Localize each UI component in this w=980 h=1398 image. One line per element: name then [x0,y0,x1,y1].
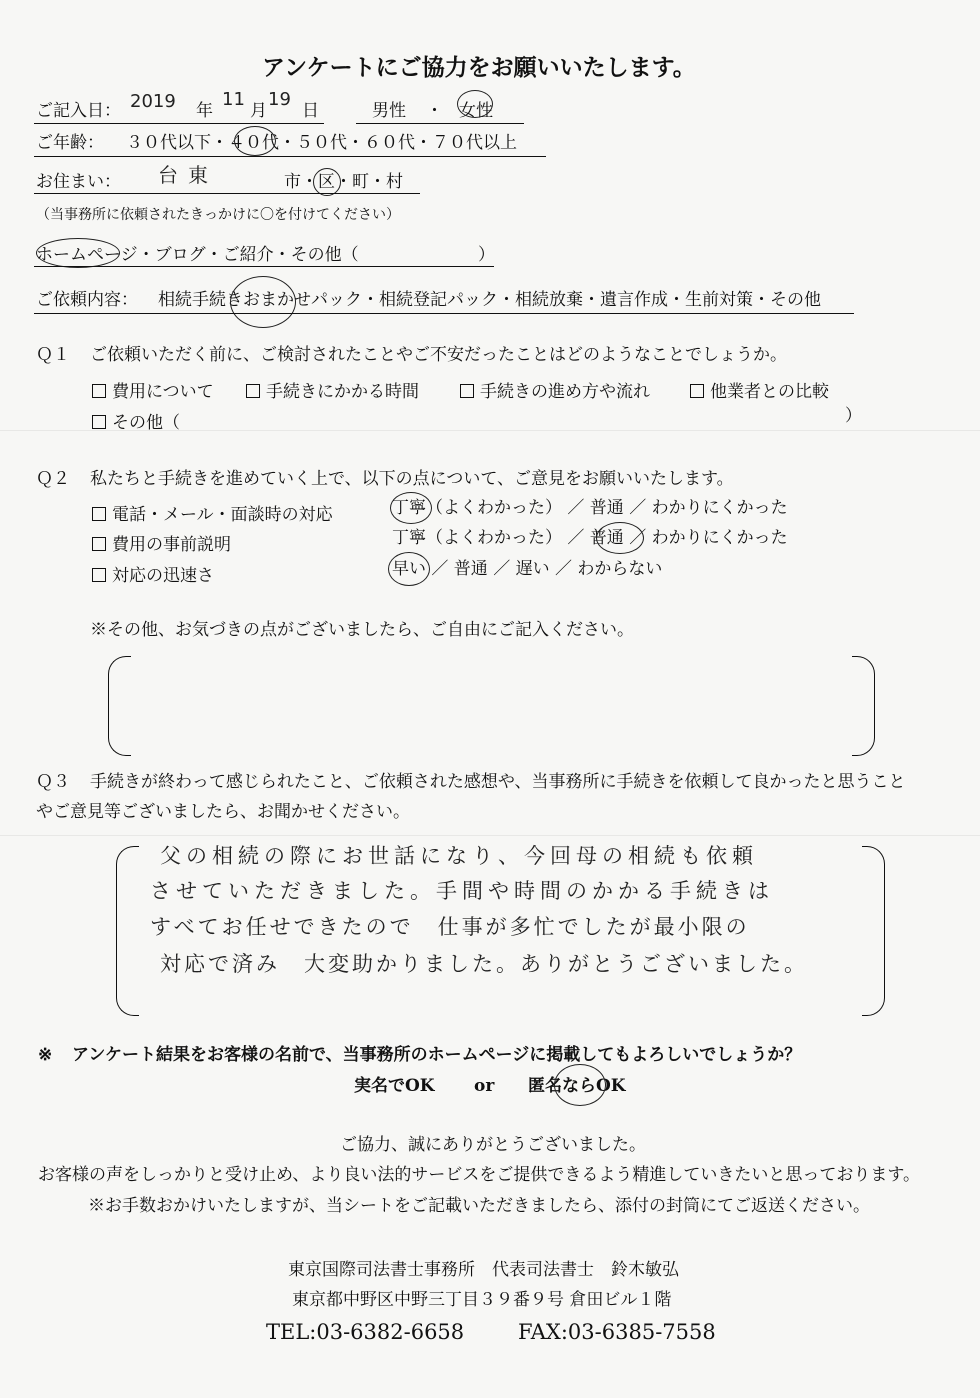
unit-village[interactable]: 村 [386,172,403,192]
request-label: ご依頼内容： [36,290,138,310]
trigger-other[interactable]: その他（ [290,245,359,265]
underline [34,193,420,194]
q2-comment-area[interactable] [130,656,852,754]
entry-year: 2019 [130,91,176,112]
q2-item-communication: 電話・メール・面談時の対応 [92,500,333,525]
footer-message: お客様の声をしっかりと受け止め、より良い法的サービスをご提供できるよう精進していきたいと思っております。 [38,1165,920,1185]
age-option-70s[interactable]: ７０代以上 [432,133,517,153]
age-option-30s[interactable]: ３０代以下 [126,133,211,153]
q3-text-line1: 手続きが終わって感じられたこと、ご依頼された感想や、当事務所に手続きを依頼して良かったと思うこと [90,772,906,792]
selection-circle [230,276,296,328]
dot-separator: ・ [279,133,296,153]
answer-box-right-bracket [862,846,885,1016]
dot-separator: ・ [335,172,352,192]
publish-anonymous-ok[interactable]: 匿名ならOK [528,1076,626,1096]
underline [34,156,546,157]
q2-number: Ｑ２ [36,469,70,489]
entry-date-label: ご記入日： [36,101,121,121]
age-option-40s[interactable]: ４０代 [228,133,279,153]
request-omakase-pack[interactable]: 相続手続きおまかせパック [158,290,362,310]
office-fax: FAX:03-6385-7558 [518,1320,716,1344]
q3-number: Ｑ３ [36,772,70,792]
q3-text-line2: やご意見等ございましたら、お聞かせください。 [36,802,410,822]
q2-answers-speed[interactable]: 早い ／ 普通 ／ 遅い ／ わからない [392,559,663,579]
entry-day: 19 [268,89,291,110]
checkbox[interactable] [690,384,704,398]
trigger-blog[interactable]: ブログ [154,245,206,265]
q1-option-cost[interactable]: 費用について [92,377,214,402]
dot-separator: ・ [583,290,600,310]
dot-separator: ・ [498,290,515,310]
trigger-close: ） [478,245,495,265]
q2-item-speed: 対応の迅速さ [92,561,214,586]
checkbox[interactable] [246,384,260,398]
request-pre-death[interactable]: 生前対策 [685,290,753,310]
selection-circle [36,238,120,268]
gender-female[interactable]: 女性 [459,101,493,121]
q2-comment-prompt: ※その他、お気づきの点がございましたら、ご自由にご記入ください。 [90,620,634,640]
trigger-referral[interactable]: ご紹介 [222,245,274,265]
dot-separator: ・ [362,290,379,310]
page-title: アンケートにご協力をお願いいたします。 [262,54,696,81]
checkbox[interactable] [92,507,106,521]
selection-circle [313,168,341,196]
request-registration-pack[interactable]: 相続登記パック [379,290,498,310]
office-address: 東京都中野区中野三丁目３９番９号 倉田ビル１階 [292,1290,672,1310]
request-renunciation[interactable]: 相続放棄 [515,290,583,310]
q1-option-other[interactable]: その他（ [92,408,180,433]
request-will[interactable]: 遺言作成 [600,290,668,310]
unit-ward[interactable]: 区 [318,172,335,192]
selection-circle [388,552,430,586]
footer-thanks: ご協力、誠にありがとうございました。 [340,1135,646,1155]
entry-month: 11 [222,89,245,110]
dot-separator: ・ [753,290,770,310]
year-unit: 年 [196,101,213,121]
address-units[interactable] [284,174,403,191]
q1-option-process[interactable]: 手続きの進め方や流れ [460,377,650,402]
answer-box-left-bracket [116,846,139,1016]
age-option-50s[interactable]: ５０代 [296,133,347,153]
request-other[interactable]: その他 [770,290,821,310]
selection-circle [234,126,276,156]
office-name: 東京国際司法書士事務所 代表司法書士 鈴木敏弘 [288,1260,679,1280]
dot-separator: ・ [205,245,223,265]
q3-answer-line: 対応で済み 大変助かりました。ありがとうございました。 [160,952,808,976]
q1-option-time[interactable]: 手続きにかかる時間 [246,377,419,402]
dot-separator: ・ [273,245,291,265]
trigger-note: （当事務所に依頼されたきっかけに〇を付けてください） [36,207,400,223]
address-value: 台東 [158,163,218,187]
trigger-homepage[interactable]: ホームページ [36,245,138,265]
month-unit: 月 [250,101,267,121]
day-unit: 日 [302,101,319,121]
publish-question: アンケート結果をお客様の名前で、当事務所のホームページに掲載してもよろしいでしょうか？ [72,1045,802,1065]
checkbox[interactable] [460,384,474,398]
underline [34,313,854,314]
dot-separator: ・ [211,133,228,153]
unit-town[interactable]: 町 [352,172,369,192]
q2-answers-cost-explanation[interactable]: 丁寧（よくわかった） ／ 普通 ／ わかりにくかった [392,528,788,548]
office-tel[interactable]: TEL:03-6382-6658 [266,1320,465,1344]
fold-line [0,835,980,836]
footer-return-note: ※お手数おかけいたしますが、当シートをご記載いただきましたら、添付の封筒にてご返送ください。 [88,1196,870,1216]
dot-separator: ・ [137,245,155,265]
publish-or: or [474,1076,495,1096]
gender-male[interactable]: 男性 [372,101,406,121]
age-options-row[interactable] [126,135,517,152]
selection-circle [390,492,432,524]
comment-box-left-bracket [108,656,131,756]
q1-option-compare[interactable]: 他業者との比較 [690,377,829,402]
selection-circle [596,522,644,554]
selection-circle [554,1064,606,1106]
dot-separator: ・ [369,172,386,192]
q2-item-cost-explanation: 費用の事前説明 [92,530,231,555]
q2-answers-communication[interactable]: 丁寧（よくわかった） ／ 普通 ／ わかりにくかった [392,498,788,518]
checkbox[interactable] [92,384,106,398]
gender-separator: ・ [426,101,443,121]
publish-mark: ※ [38,1045,53,1065]
unit-city[interactable]: 市 [284,172,301,192]
q1-text: ご依頼いただく前に、ご検討されたことやご不安だったことはどのようなことでしょうか。 [90,345,787,365]
underline [34,123,324,124]
underline [34,266,494,267]
comment-box-right-bracket [852,656,875,756]
q3-answer-line: 父の相続の際にお世話になり、今回母の相続も依頼 [160,844,758,868]
underline [356,123,524,124]
checkbox[interactable] [92,537,106,551]
q1-number: Ｑ１ [36,345,70,365]
q3-answer-line: させていただきました。手間や時間のかかる手続きは [150,879,774,903]
checkbox[interactable] [92,568,106,582]
address-label: お住まい： [36,172,121,192]
selection-circle [457,90,493,121]
dot-separator: ・ [347,133,364,153]
age-option-60s[interactable]: ６０代 [364,133,415,153]
q2-text: 私たちと手続きを進めていく上で、以下の点について、ご意見をお願いいたします。 [90,469,734,489]
dot-separator: ・ [668,290,685,310]
q3-answer-line: すべてお任せできたので 仕事が多忙でしたが最小限の [150,915,750,939]
q1-other-close: ） [845,406,862,426]
dot-separator: ・ [301,172,318,192]
checkbox[interactable] [92,415,106,429]
age-label: ご年齢： [36,133,104,153]
dot-separator: ・ [415,133,432,153]
publish-real-name-ok[interactable]: 実名でOK [354,1076,435,1096]
